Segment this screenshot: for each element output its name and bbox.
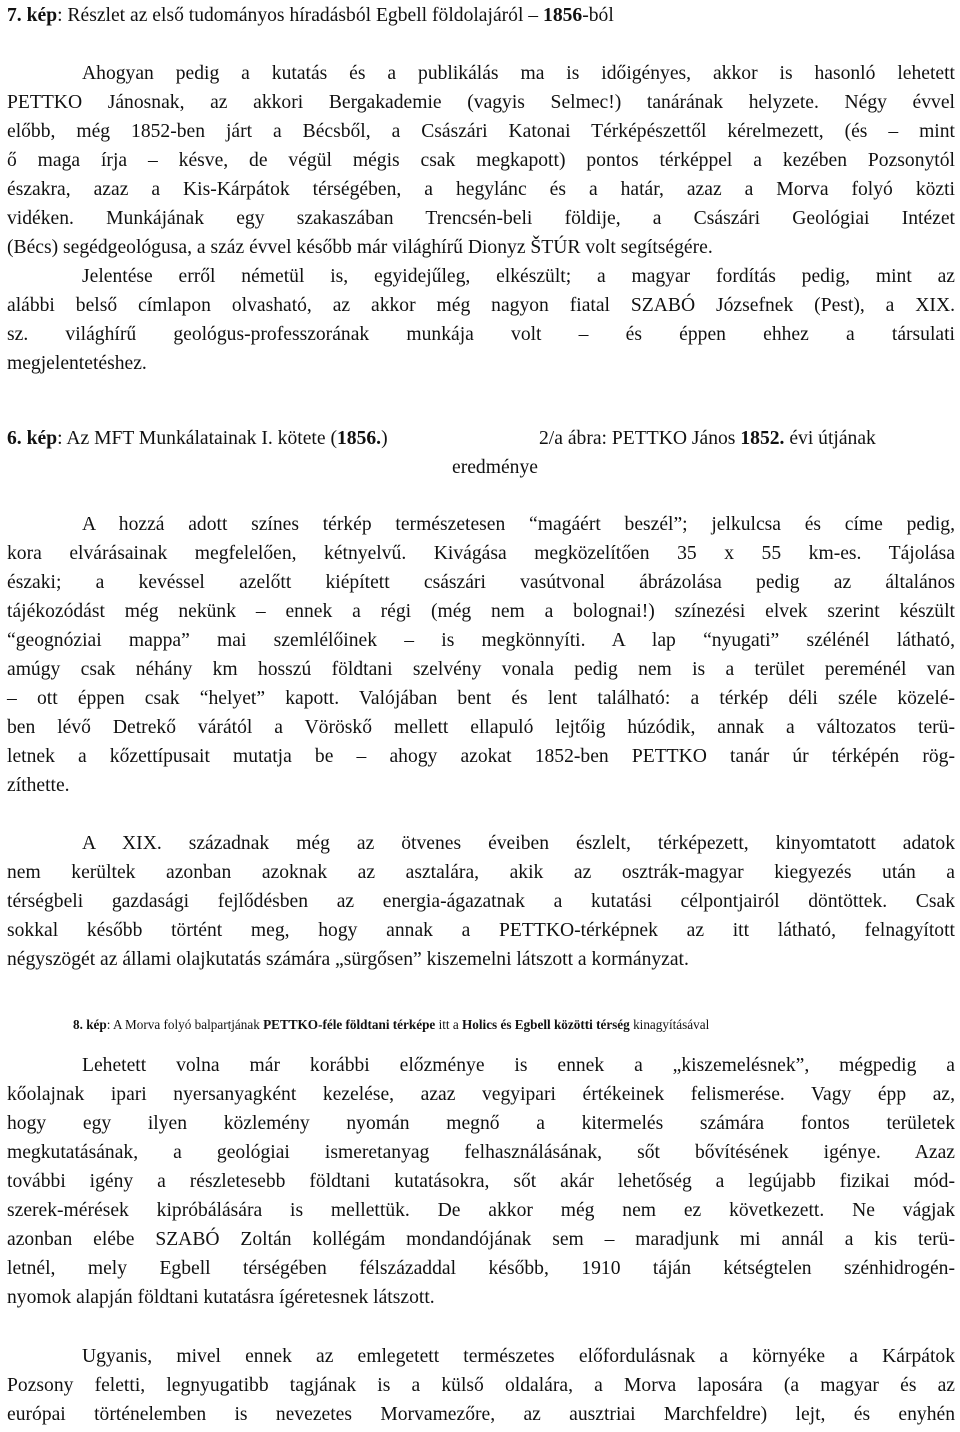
- paragraph-5-line: letnél, mely Egbell térségében félszázaddal később, 1910 táján kétségtelen szénhidrogén-: [7, 1258, 955, 1279]
- caption-8-region: Holics és Egbell közötti térség: [462, 1017, 630, 1032]
- paragraph-3-line: amúgy csak néhány km hosszú földtani szelvény vonala pedig nem is a terület pereménél van: [7, 659, 955, 680]
- caption-8: [73, 1011, 933, 1039]
- paragraph-3-line: A hozzá adott színes térkép természetesen “magáért beszél”; jelkulcsa és címe pedig,: [82, 514, 955, 535]
- paragraph-5-line: nyomok alapján földtani kutatásra ígéretesnek látszott.: [7, 1287, 435, 1308]
- caption-2a-year: 1852.: [740, 428, 785, 449]
- paragraph-2-line: sz. világhírű geológus-professzorának munkája volt – és éppen ehhez a társulati: [7, 324, 955, 345]
- caption-8-number: 8. kép: [73, 1017, 107, 1032]
- paragraph-5-line: szerek-mérések kipróbálására is mellettük. De akkor még nem ez következett. Ne vágjak: [7, 1200, 955, 1221]
- paragraph-2-line: alábbi belső címlapon olvasható, az akkor még nagyon fiatal SZABÓ Józsefnek (Pest), a XIX.: [7, 295, 955, 316]
- caption-6-close: ): [381, 428, 388, 449]
- caption-6-year: 1856.: [336, 428, 382, 449]
- paragraph-3-line: zíthette.: [7, 775, 70, 796]
- caption-6: [7, 425, 527, 453]
- caption-7: [7, 2, 955, 30]
- caption-6-number: 6. kép: [7, 428, 58, 449]
- paragraph-6-line: európai történelemben is nevezetes Morvamezőre, az ausztriai Marchfeldre) lejt, és enyhén: [7, 1404, 955, 1425]
- caption-7-year: 1856: [543, 5, 583, 26]
- paragraph-5-line: hogy egy ilyen közlemény nyomán megnő a kitermelés számára fontos területek: [7, 1113, 955, 1134]
- caption-7-suffix: -ból: [582, 5, 614, 26]
- paragraph-6-line: Pozsony feletti, legnyugatibb tagjának is a külső oldalára, a Morva laposára (a magyar és az: [7, 1375, 955, 1396]
- caption-8-suffix: kinagyításával: [629, 1017, 710, 1032]
- paragraph-2-line: megjelentetéshez.: [7, 353, 147, 374]
- caption-8-map-name: PETTKO-féle földtani térképe: [263, 1017, 436, 1032]
- caption-8-connector: itt a: [435, 1017, 463, 1032]
- paragraph-3-line: ben lévő Detrekő várától a Vöröskő mellett ellapuló lejtőig húzódik, annak a változatos terü-: [7, 717, 955, 738]
- paragraph-1-line: ő maga írja – késve, de végül mégis csak megkapott) pontos térképpel a kezében Pozsonytól: [7, 150, 955, 171]
- paragraph-4-line: sokkal később történt meg, hogy annak a PETTKO-térképnek az itt látható, felnagyított: [7, 920, 955, 941]
- paragraph-3-line: tájékozódást még nekünk – ennek a régi (még nem a bolognai!) színezési elvek szerint készült: [7, 601, 955, 622]
- paragraph-2-line: Jelentése erről németül is, egyidejűleg, elkészült; a magyar fordítás pedig, mint az: [82, 266, 955, 287]
- paragraph-4-line: térségbeli gazdasági fejlődésben az energia-ágazatnak a kutatási célpontjairól döntöttek. Csak: [7, 891, 955, 912]
- caption-2a: [539, 425, 955, 453]
- paragraph-1-line: vidéken. Munkájának egy szakaszában Trencsén-beli földije, a Császári Geológiai Intézet: [7, 208, 955, 229]
- paragraph-5-line: további igény a részletesebb földtani kutatásokra, sőt akár lehetőség a legújabb fizikai mód-: [7, 1171, 955, 1192]
- caption-2a-suffix: évi útjának: [784, 428, 876, 449]
- paragraph-3-line: kora elvárásainak megfelelően, kétnyelvű. Kivágása megközelítően 35 x 55 km-es. Tájolása: [7, 543, 955, 564]
- paragraph-4-line: négyszögét az állami olajkutatás számára „sürgősen” kiszemelni látszott a kormányzat.: [7, 949, 689, 970]
- paragraph-5-line: azonban elébe SZABÓ Zoltán kollégám mondandójának sem – maradjunk mi annál a kis terü-: [7, 1229, 955, 1250]
- caption-8-text: : A Morva folyó balpartjának: [106, 1017, 264, 1032]
- caption-7-number: 7. kép: [7, 5, 58, 26]
- paragraph-1-line: PETTKO Jánosnak, az akkori Bergakademie (vagyis Selmec!) tanárának helyzete. Négy évvel: [7, 92, 955, 113]
- paragraph-3-line: északi; a kevéssel azelőtt kiépített császári vasútvonal ábrázolása pedig az általános: [7, 572, 955, 593]
- caption-7-text: : Részlet az első tudományos híradásból Egbell földolajáról –: [57, 5, 544, 26]
- paragraph-4-line: nem kerültek azonban azoknak az asztalára, akik az osztrák-magyar kiegyezés után a: [7, 862, 955, 883]
- caption-2a-line2: eredménye: [452, 457, 538, 478]
- paragraph-3-line: “geognóziai mappa” mai szemlélőinek – is megkönnyíti. A lap “nyugati” szélénél látható,: [7, 630, 955, 651]
- paragraph-4-line: A XIX. századnak még az ötvenes éveiben észlelt, térképezett, kinyomtatott adatok: [82, 833, 955, 854]
- paragraph-3-line: letnek a kőzettípusait mutatja be – ahogy azokat 1852-ben PETTKO tanár úr térképén rög-: [7, 746, 955, 767]
- paragraph-5-line: kőolajnak ipari nyersanyagként kezelése, azaz vegyipari értékeinek felismerése. Vagy épp az,: [7, 1084, 955, 1105]
- paragraph-5-line: megkutatásának, a geológiai ismeretanyag felhasználásának, sőt bővítésének igénye. Azaz: [7, 1142, 955, 1163]
- paragraph-1-line: előbb, még 1852-ben járt a Bécsből, a Császári Katonai Térképészettől kérelmezett, (és – mint: [7, 121, 955, 142]
- paragraph-5-line: Lehetett volna már korábbi előzménye is ennek a „kiszemelésnek”, mégpedig a: [82, 1055, 955, 1076]
- caption-6-text: : Az MFT Munkálatainak I. kötete (: [57, 428, 337, 449]
- paragraph-1-line: Ahogyan pedig a kutatás és a publikálás ma is időigényes, akkor is hasonló lehetett: [82, 63, 955, 84]
- paragraph-1-line: északra, azaz a Kis-Kárpátok térségében, a hegylánc és a határ, azaz a Morva folyó közti: [7, 179, 955, 200]
- paragraph-1-line: (Bécs) segédgeológusa, a száz évvel később már világhírű Dionyz ŠTÚR volt segítségére.: [7, 237, 713, 258]
- paragraph-3-line: – ott éppen csak “helyet” kapott. Valójában bent és lent található: a térkép déli széle közelé-: [7, 688, 955, 709]
- caption-2a-text: 2/a ábra: PETTKO János: [539, 428, 741, 449]
- paragraph-6-line: Ugyanis, mivel ennek az emlegetett természetes előfordulásnak a környéke a Kárpátok: [82, 1346, 955, 1367]
